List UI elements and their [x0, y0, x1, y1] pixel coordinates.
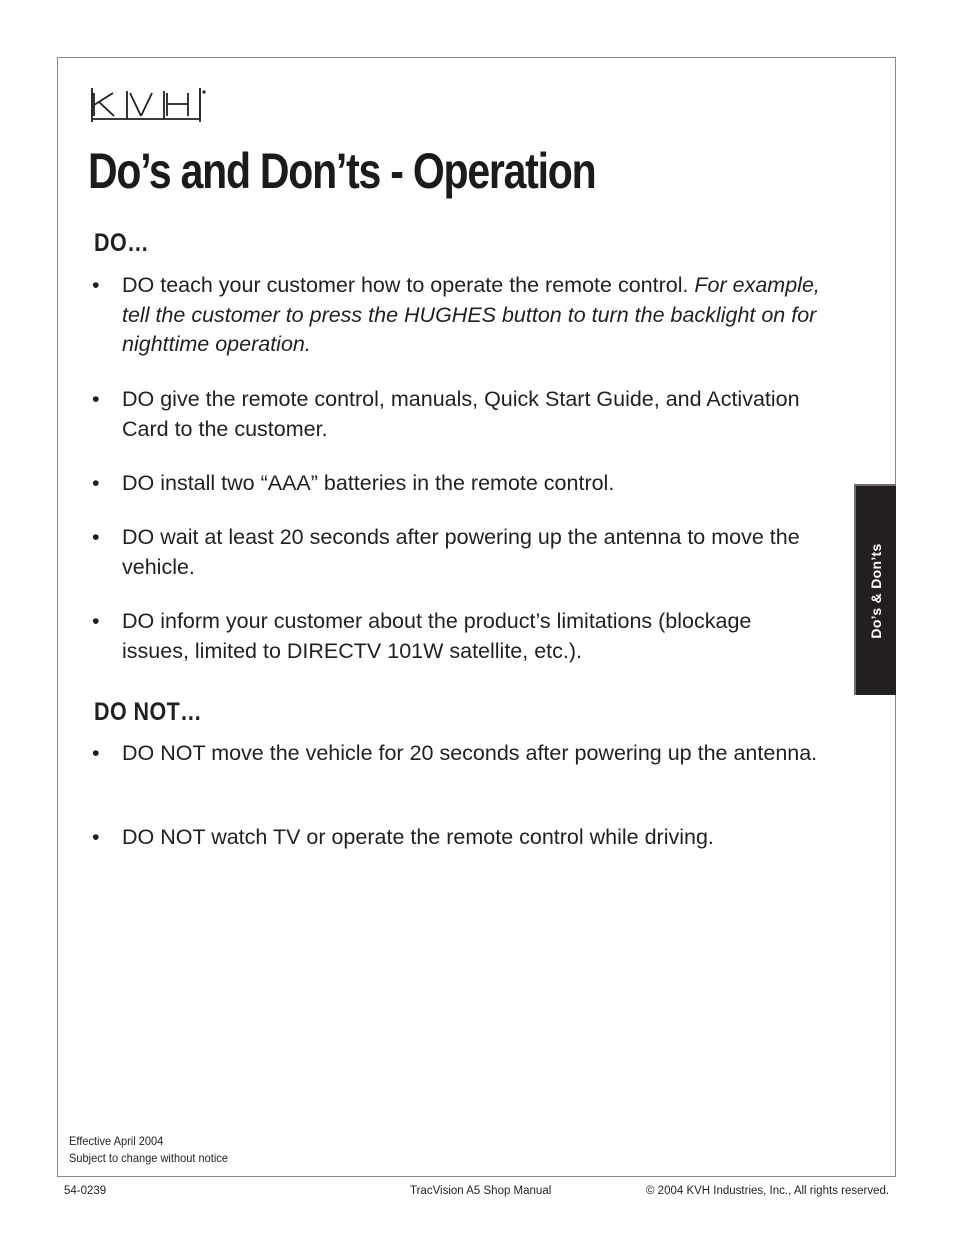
do-not-item-2-text: DO NOT watch TV or operate the remote control while driving.: [122, 825, 714, 849]
do-item-3: [92, 469, 822, 499]
bullet-icon: •: [92, 609, 100, 633]
effective-notice: [69, 1133, 242, 1167]
bullet-icon: •: [92, 471, 100, 495]
do-not-item-1-text: DO NOT move the vehicle for 20 seconds after powering up the antenna.: [122, 741, 818, 765]
do-heading: DO…: [94, 229, 150, 257]
do-item-4-text: DO wait at least 20 seconds after powering up the antenna to move the vehicle.: [122, 525, 800, 579]
do-item-5: [92, 607, 822, 666]
do-item-1-italic: For example, tell the customer to press the HUGHES button to turn the backlight on for nighttime operation.: [122, 273, 820, 356]
do-item-3-text: DO install two “AAA” batteries in the remote control.: [122, 471, 615, 495]
bullet-icon: •: [92, 525, 100, 549]
do-item-1-text: DO teach your customer how to operate the remote control.: [122, 273, 695, 297]
do-item-5-text: DO inform your customer about the product’s limitations (blockage issues, limited to DIRECTV 101W satellite, etc.).: [122, 609, 752, 663]
bullet-icon: •: [92, 825, 100, 849]
bullet-icon: •: [92, 387, 100, 411]
change-notice: Subject to change without notice: [69, 1151, 228, 1165]
footer-manual-title: TracVision A5 Shop Manual: [410, 1185, 552, 1197]
effective-date: Effective April 2004: [69, 1134, 164, 1148]
footer-doc-number: 54-0239: [64, 1185, 107, 1197]
do-not-heading: DO NOT…: [94, 698, 203, 726]
page-title: Do’s and Don’ts - Operation: [88, 143, 596, 199]
do-not-item-1: [92, 739, 822, 769]
do-not-item-2: [92, 823, 822, 853]
do-item-4: [92, 523, 822, 582]
kvh-logo: [91, 88, 207, 122]
do-item-2-text: DO give the remote control, manuals, Quick Start Guide, and Activation Card to the customer.: [122, 387, 800, 441]
bullet-icon: •: [92, 273, 100, 297]
do-item-2: [92, 385, 822, 444]
bullet-icon: •: [92, 741, 100, 765]
section-tab[interactable]: [854, 484, 896, 695]
do-item-1: [92, 271, 822, 360]
footer-copyright: © 2004 KVH Industries, Inc., All rights reserved.: [646, 1185, 890, 1197]
section-tab-label: Do’s & Don’ts: [868, 542, 884, 639]
